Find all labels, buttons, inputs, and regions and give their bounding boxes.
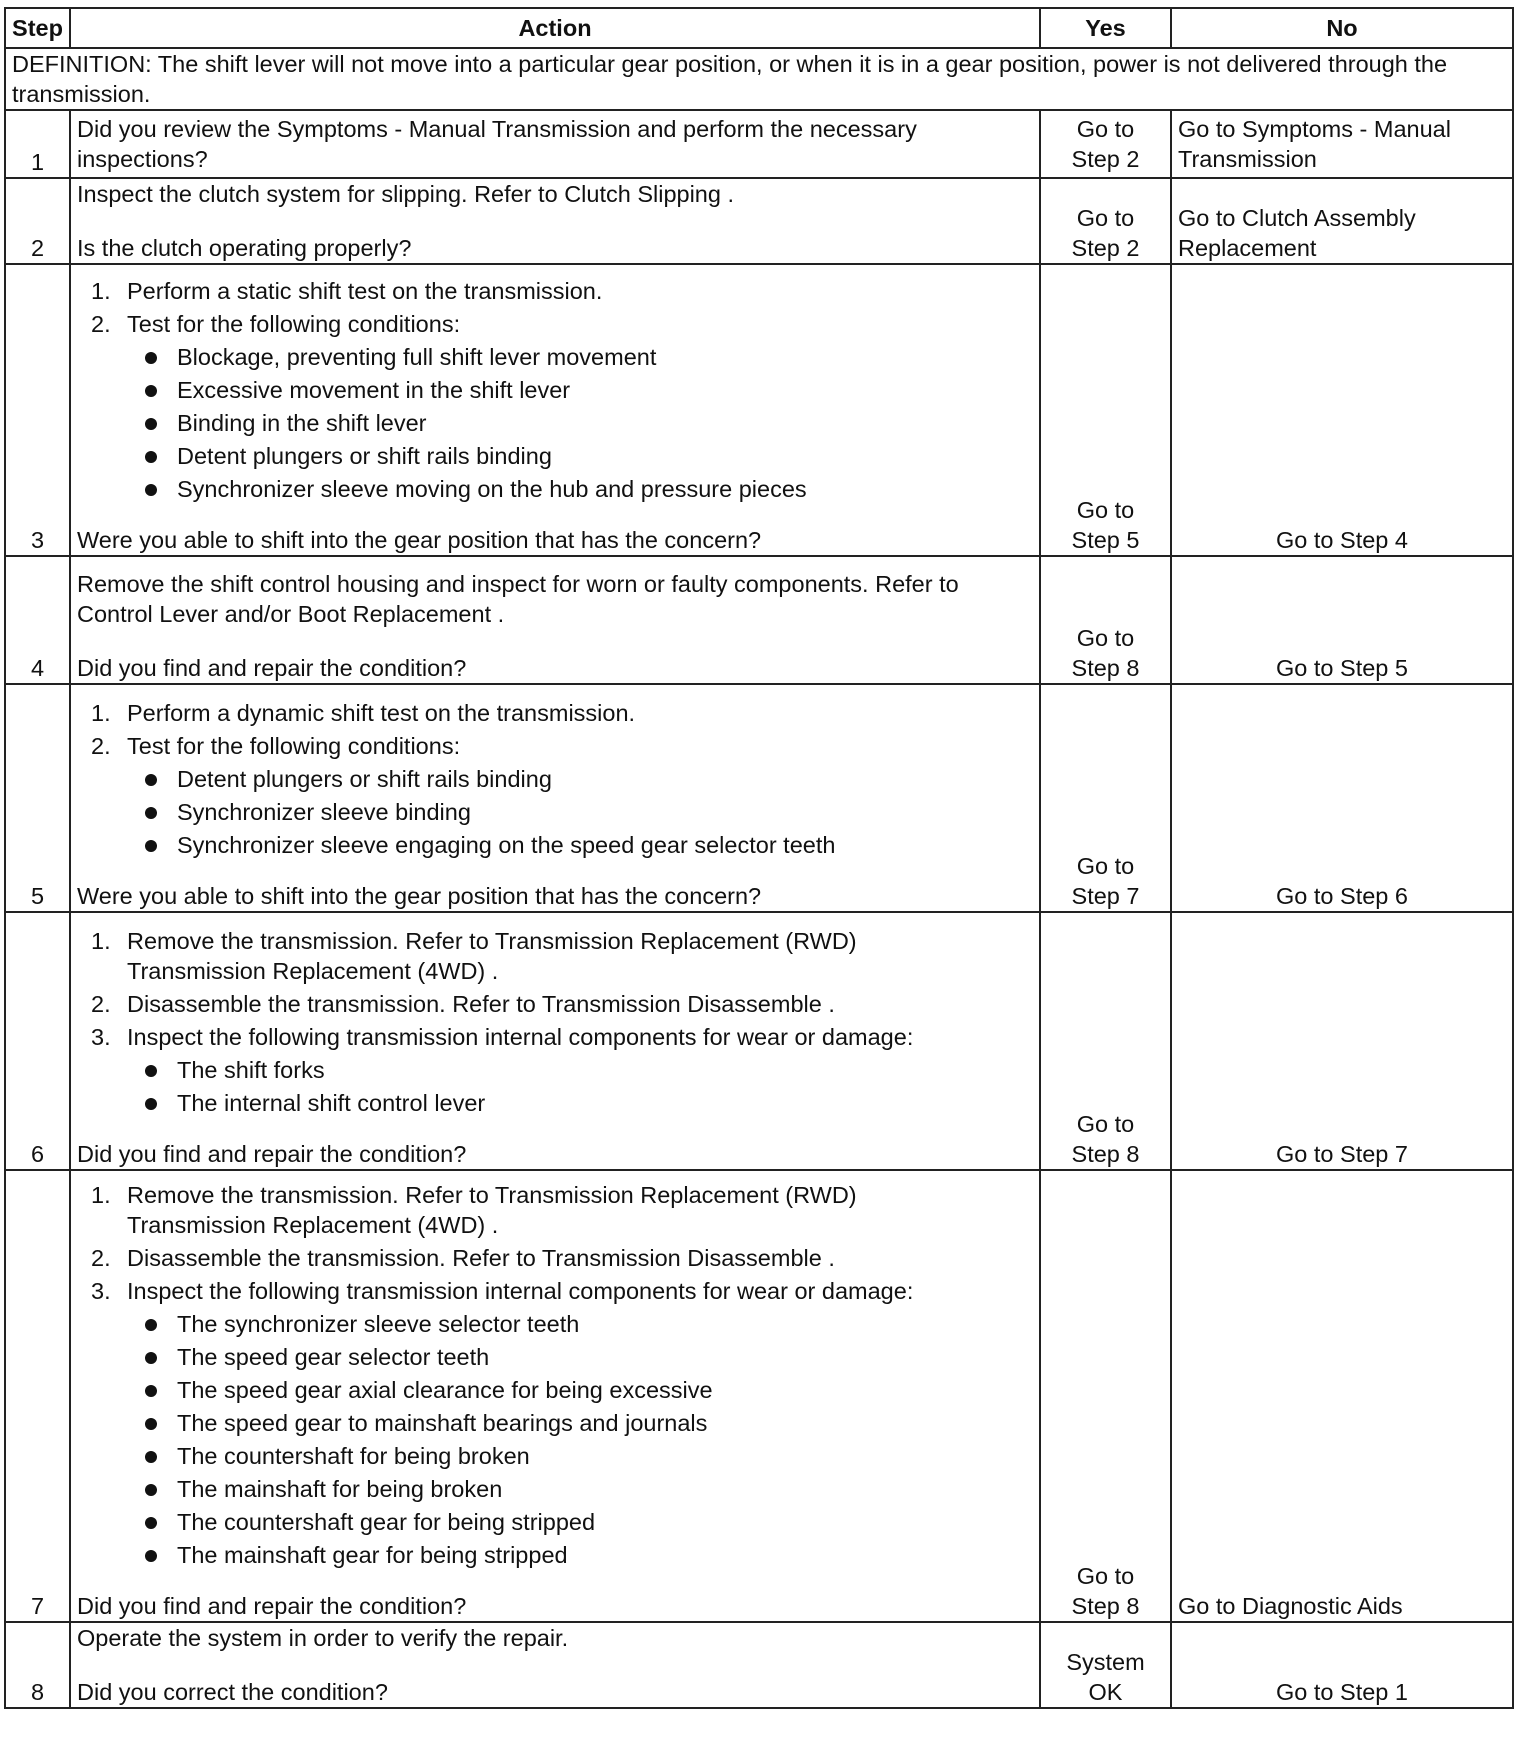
procedure-item <box>77 1276 1033 1306</box>
bullet-item <box>77 1055 1033 1085</box>
bullet-text: The speed gear axial clearance for being excessive <box>177 1377 713 1403</box>
bullet-item <box>77 1408 1033 1438</box>
step-number: 3 <box>5 264 70 556</box>
bullet-item <box>77 1375 1033 1405</box>
bullet-text: Synchronizer sleeve engaging on the speed gear selector teeth <box>177 832 836 858</box>
header-row <box>5 8 1513 48</box>
bullet-icon <box>145 1418 157 1430</box>
no-cell <box>1171 110 1513 178</box>
procedure-item <box>77 309 1033 339</box>
item-text: Inspect the following transmission internal components for wear or damage: <box>127 1278 914 1304</box>
bullet-item <box>77 1088 1033 1118</box>
action-cell <box>70 1622 1040 1708</box>
bullet-item <box>77 441 1033 471</box>
item-text: Perform a dynamic shift test on the transmission. <box>127 700 636 726</box>
bullet-icon <box>145 1098 157 1110</box>
procedure-item <box>77 276 1033 306</box>
bullet-icon <box>145 1484 157 1496</box>
bullet-item <box>77 1441 1033 1471</box>
no-line-2: Transmission <box>1178 146 1317 172</box>
bullet-icon <box>145 1352 157 1364</box>
yes-line-2: Step 8 <box>1071 1593 1140 1619</box>
procedure-item <box>77 1243 1033 1273</box>
procedure-list <box>77 276 1033 339</box>
action-question: Did you find and repair the condition? <box>77 1593 467 1619</box>
yes-line-2: Step 8 <box>1071 655 1140 681</box>
no-cell: Go to Diagnostic Aids <box>1171 1170 1513 1622</box>
no-cell: Go to Step 6 <box>1171 684 1513 912</box>
item-text: Disassemble the transmission. Refer to Transmission Disassemble . <box>127 991 835 1017</box>
bullet-text: Synchronizer sleeve binding <box>177 799 471 825</box>
table-row <box>5 912 1513 1170</box>
table-row <box>5 556 1513 684</box>
table-row <box>5 178 1513 264</box>
bullet-item <box>77 764 1033 794</box>
bullet-item <box>77 1540 1033 1570</box>
component-list <box>77 1055 1033 1118</box>
bullet-item <box>77 1309 1033 1339</box>
yes-cell <box>1040 264 1171 556</box>
action-question: Were you able to shift into the gear position that has the concern? <box>77 527 762 553</box>
item-text: Test for the following conditions: <box>127 733 461 759</box>
bullet-text: The mainshaft gear for being stripped <box>177 1542 568 1568</box>
step-number: 4 <box>5 556 70 684</box>
action-text: Did you review the Symptoms - Manual Transmission and perform the necessary inspections? <box>77 116 917 172</box>
no-cell: Go to Step 7 <box>1171 912 1513 1170</box>
action-cell <box>70 912 1040 1170</box>
header-action: Action <box>70 8 1040 48</box>
no-line-1: Go to Symptoms - Manual <box>1178 116 1451 142</box>
item-text: Disassemble the transmission. Refer to Transmission Disassemble . <box>127 1245 835 1271</box>
procedure-item <box>77 731 1033 761</box>
action-cell <box>70 1170 1040 1622</box>
condition-list <box>77 342 1033 504</box>
yes-line-1: Go to <box>1076 497 1135 523</box>
header-yes: Yes <box>1040 8 1171 48</box>
bullet-icon <box>145 385 157 397</box>
item-text-line-1: Remove the transmission. Refer to Transmission Replacement (RWD) <box>127 928 857 954</box>
procedure-list <box>77 698 1033 761</box>
step-number: 8 <box>5 1622 70 1708</box>
component-list <box>77 1309 1033 1570</box>
bullet-item <box>77 408 1033 438</box>
bullet-item <box>77 342 1033 372</box>
yes-line-1: Go to <box>1076 1111 1135 1137</box>
bullet-text: The speed gear to mainshaft bearings and journals <box>177 1410 708 1436</box>
yes-line-2: OK <box>1088 1679 1123 1705</box>
action-cell <box>70 264 1040 556</box>
item-number: 2. <box>91 733 111 759</box>
procedure-item <box>77 698 1033 728</box>
table-row <box>5 684 1513 912</box>
item-number: 1. <box>91 700 111 726</box>
definition-row <box>5 48 1513 110</box>
bullet-text: Detent plungers or shift rails binding <box>177 766 552 792</box>
bullet-icon <box>145 1550 157 1562</box>
step-number: 7 <box>5 1170 70 1622</box>
no-line-1: Go to Clutch Assembly <box>1178 205 1416 231</box>
step-number: 6 <box>5 912 70 1170</box>
bullet-icon <box>145 484 157 496</box>
bullet-item <box>77 1342 1033 1372</box>
action-question: Did you find and repair the condition? <box>77 1141 467 1167</box>
table-row <box>5 1622 1513 1708</box>
procedure-list <box>77 1180 1033 1306</box>
item-text-line-2: Transmission Replacement (4WD) . <box>127 958 499 984</box>
yes-line-1: System <box>1066 1649 1145 1675</box>
yes-line-2: Step 5 <box>1071 527 1140 553</box>
bullet-icon <box>145 451 157 463</box>
action-cell <box>70 556 1040 684</box>
step-number: 2 <box>5 178 70 264</box>
bullet-text: The shift forks <box>177 1057 325 1083</box>
action-intro-line-1: Remove the shift control housing and inspect for worn or faulty components. Refer to <box>77 571 959 597</box>
bullet-icon <box>145 807 157 819</box>
yes-cell <box>1040 1622 1171 1708</box>
action-question: Did you find and repair the condition? <box>77 655 467 681</box>
item-number: 2. <box>91 311 111 337</box>
no-cell: Go to Step 5 <box>1171 556 1513 684</box>
yes-line-1: Go to <box>1076 116 1135 142</box>
action-cell <box>70 110 1040 178</box>
procedure-list <box>77 926 1033 1052</box>
no-cell: Go to Step 4 <box>1171 264 1513 556</box>
bullet-text: The countershaft for being broken <box>177 1443 530 1469</box>
bullet-icon <box>145 1517 157 1529</box>
item-text: Perform a static shift test on the transmission. <box>127 278 603 304</box>
no-cell: Go to Step 1 <box>1171 1622 1513 1708</box>
header-no: No <box>1171 8 1513 48</box>
item-text: Test for the following conditions: <box>127 311 461 337</box>
bullet-text: Synchronizer sleeve moving on the hub and pressure pieces <box>177 476 807 502</box>
bullet-item <box>77 1474 1033 1504</box>
bullet-text: The internal shift control lever <box>177 1090 486 1116</box>
bullet-text: The synchronizer sleeve selector teeth <box>177 1311 580 1337</box>
procedure-item <box>77 1022 1033 1052</box>
yes-line-2: Step 2 <box>1071 146 1140 172</box>
yes-line-1: Go to <box>1076 853 1135 879</box>
yes-line-2: Step 2 <box>1071 235 1140 261</box>
procedure-item <box>77 1180 1033 1240</box>
condition-list <box>77 764 1033 860</box>
bullet-icon <box>145 1319 157 1331</box>
item-number: 2. <box>91 991 111 1017</box>
yes-cell <box>1040 1170 1171 1622</box>
action-question: Is the clutch operating properly? <box>77 235 412 261</box>
action-cell <box>70 178 1040 264</box>
action-question: Did you correct the condition? <box>77 1679 388 1705</box>
item-number: 2. <box>91 1245 111 1271</box>
item-number: 3. <box>91 1278 111 1304</box>
item-number: 1. <box>91 278 111 304</box>
yes-cell <box>1040 110 1171 178</box>
table-row <box>5 1170 1513 1622</box>
item-text: Inspect the following transmission internal components for wear or damage: <box>127 1024 914 1050</box>
item-number: 1. <box>91 928 111 954</box>
action-intro-line-2: Control Lever and/or Boot Replacement . <box>77 601 505 627</box>
yes-line-1: Go to <box>1076 205 1135 231</box>
bullet-item <box>77 797 1033 827</box>
bullet-icon <box>145 840 157 852</box>
table-row <box>5 264 1513 556</box>
bullet-text: The countershaft gear for being stripped <box>177 1509 596 1535</box>
bullet-text: The mainshaft for being broken <box>177 1476 503 1502</box>
yes-line-1: Go to <box>1076 1563 1135 1589</box>
no-line-2: Replacement <box>1178 235 1317 261</box>
yes-line-1: Go to <box>1076 625 1135 651</box>
yes-cell <box>1040 556 1171 684</box>
item-text-line-2: Transmission Replacement (4WD) . <box>127 1212 499 1238</box>
bullet-icon <box>145 1065 157 1077</box>
diagnostic-table <box>4 7 1514 1709</box>
step-number: 5 <box>5 684 70 912</box>
bullet-text: Excessive movement in the shift lever <box>177 377 571 403</box>
bullet-item <box>77 830 1033 860</box>
no-cell <box>1171 178 1513 264</box>
bullet-item <box>77 1507 1033 1537</box>
bullet-item <box>77 474 1033 504</box>
action-intro: Operate the system in order to verify the repair. <box>77 1625 569 1651</box>
item-number: 3. <box>91 1024 111 1050</box>
yes-cell <box>1040 912 1171 1170</box>
procedure-item <box>77 989 1033 1019</box>
action-cell <box>70 684 1040 912</box>
bullet-text: Detent plungers or shift rails binding <box>177 443 552 469</box>
bullet-text: Binding in the shift lever <box>177 410 427 436</box>
item-text-line-1: Remove the transmission. Refer to Transmission Replacement (RWD) <box>127 1182 857 1208</box>
bullet-icon <box>145 774 157 786</box>
table-row <box>5 110 1513 178</box>
yes-cell <box>1040 684 1171 912</box>
bullet-item <box>77 375 1033 405</box>
action-intro: Inspect the clutch system for slipping. Refer to Clutch Slipping . <box>77 181 735 207</box>
bullet-icon <box>145 1451 157 1463</box>
bullet-text: Blockage, preventing full shift lever movement <box>177 344 657 370</box>
item-number: 1. <box>91 1182 111 1208</box>
action-question: Were you able to shift into the gear position that has the concern? <box>77 883 762 909</box>
yes-line-2: Step 7 <box>1071 883 1140 909</box>
procedure-item <box>77 926 1033 986</box>
definition-text: DEFINITION: The shift lever will not move into a particular gear position, or when it is in a gear position, power is not delivered through the transmission. <box>5 48 1513 110</box>
bullet-icon <box>145 352 157 364</box>
bullet-icon <box>145 418 157 430</box>
bullet-text: The speed gear selector teeth <box>177 1344 490 1370</box>
bullet-icon <box>145 1385 157 1397</box>
yes-line-2: Step 8 <box>1071 1141 1140 1167</box>
header-step: Step <box>5 8 70 48</box>
yes-cell <box>1040 178 1171 264</box>
step-number: 1 <box>5 110 70 178</box>
